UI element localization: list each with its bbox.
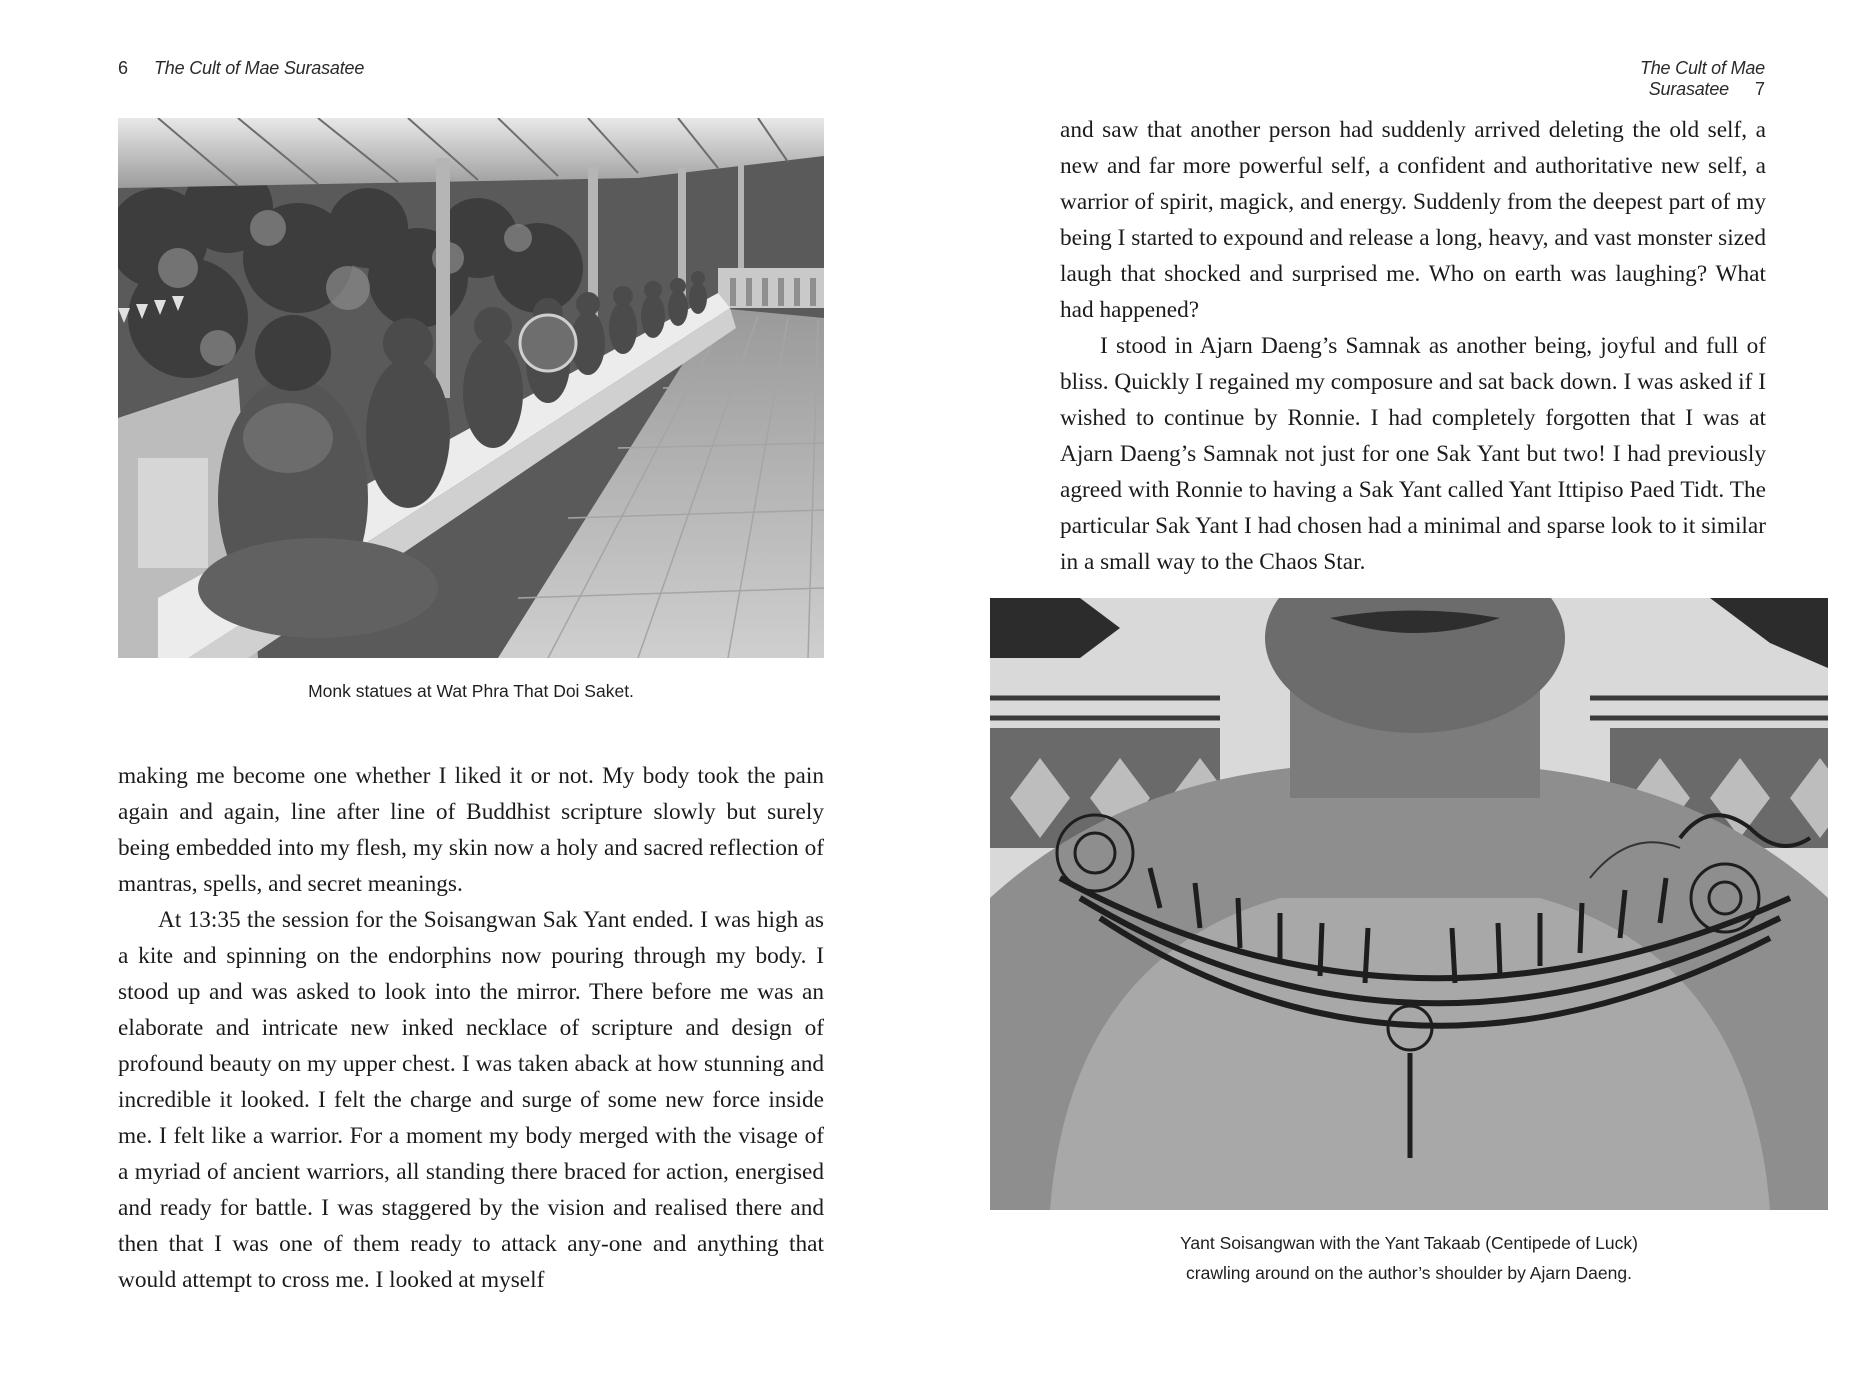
left-header-book-title: The Cult of Mae Surasatee xyxy=(154,58,365,78)
right-caption-line-1: Yant Soisangwan with the Yant Takaab (Centipede of Luck) xyxy=(1180,1233,1638,1253)
left-body-text xyxy=(118,758,824,1298)
left-page-number: 6 xyxy=(118,58,129,78)
right-caption-line-2: crawling around on the author’s shoulder by Ajarn Daeng. xyxy=(1186,1263,1632,1283)
monk-statues-photo xyxy=(118,118,824,658)
right-body-text xyxy=(1060,112,1766,580)
left-running-header xyxy=(118,58,364,79)
right-paragraph-2: I stood in Ajarn Daeng’s Samnak as another being, joyful and full of bliss. Quickly I regained my composure and sat back down. I was asked if I wished to continue by Ronnie. I had completely forgotten that I was at Ajarn Daeng’s Samnak not just for one Sak Yant but two! I had previously agreed with Ronnie to having a Sak Yant called Yant Ittipiso Paed Tidt. The particular Sak Yant I had chosen had a minimal and sparse look to it similar in a small way to the Chaos Star. xyxy=(1060,333,1766,575)
left-photo-caption: Monk statues at Wat Phra That Doi Saket. xyxy=(308,681,634,701)
right-running-header xyxy=(1525,58,1765,100)
left-paragraph-1: making me become one whether I liked it or not. My body took the pain again and again, line after line of Buddhist scripture slowly but surely being embedded into my flesh, my skin now a holy and sacred reflection of mantras, spells, and secret meanings. xyxy=(118,763,824,897)
chest-tattoo-photo xyxy=(990,598,1828,1210)
right-photo-caption xyxy=(990,1228,1828,1288)
right-page xyxy=(935,0,1870,1400)
right-page-number: 7 xyxy=(1754,79,1765,99)
left-paragraph-2: At 13:35 the session for the Soisangwan Sak Yant ended. I was high as a kite and spinning on the endorphins now pouring through my body. I stood up and was asked to look into the mirror. There before me was an elaborate and intricate new inked necklace of scripture and design of profound beauty on my upper chest. I was taken aback at how stunning and incredible it looked. I felt the charge and surge of some new force inside me. I felt like a warrior. For a moment my body merged with the visage of a myriad of ancient warriors, all standing there braced for action, energised and ready for battle. I was staggered by the vision and realised there and then that I was one of them ready to attack any-one and anything that would attempt to cross me. I looked at myself xyxy=(118,907,824,1293)
right-paragraph-1: and saw that another person had suddenly arrived deleting the old self, a new and far more powerful self, a confident and authoritative new self, a warrior of spirit, magick, and energy. Suddenly from the deepest part of my being I started to expound and release a long, heavy, and vast monster sized laugh that shocked and surprised me. Who on earth was laughing? What had happened? xyxy=(1060,117,1766,323)
right-header-book-title: The Cult of Mae Surasatee xyxy=(1639,58,1765,99)
